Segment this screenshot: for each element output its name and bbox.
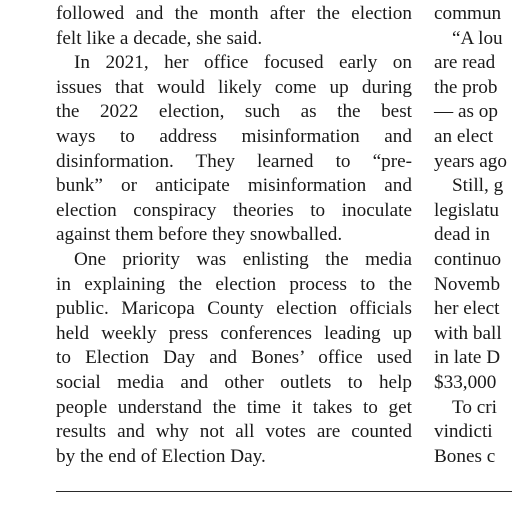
text-line: felt like a decade, she said. xyxy=(56,27,263,49)
text-line: vindicti xyxy=(434,421,493,443)
paragraph-start-line: One priority was enlisting the media xyxy=(74,248,412,270)
text-line: followed and the month after the election xyxy=(56,3,412,24)
paragraph-start-line: Still, g xyxy=(452,175,504,197)
paragraph-start-line: To cri xyxy=(452,396,498,418)
text-line: legislatu xyxy=(434,199,500,221)
text-line: dead in xyxy=(434,224,490,246)
paragraph-start-line: In 2021, her office focused early on xyxy=(74,52,412,74)
text-line: Novemb xyxy=(434,273,501,295)
text-line: her elect xyxy=(434,298,500,320)
text-line: issues that would likely come up during xyxy=(56,76,412,98)
text-line: years ago xyxy=(434,150,507,172)
text-line: held weekly press conferences leading up xyxy=(56,322,412,344)
text-line: social media and other outlets to help xyxy=(56,371,412,393)
text-line: commun xyxy=(434,3,502,24)
left-text-column xyxy=(56,2,412,469)
text-line: by the end of Election Day. xyxy=(56,445,266,467)
text-line: the prob xyxy=(434,76,498,98)
text-line: the 2022 election, such as the best xyxy=(56,101,412,123)
text-line: an elect xyxy=(434,125,494,147)
text-line: to Election Day and Bones’ office used xyxy=(56,347,412,369)
paragraph-start-line: “A lou xyxy=(452,27,503,49)
bottom-rule-divider xyxy=(56,491,512,492)
text-line: in explaining the election process to the xyxy=(56,273,412,295)
text-line: election conspiracy theories to inoculate xyxy=(56,199,412,221)
text-line: $33,000 xyxy=(434,371,497,393)
text-line: with ball xyxy=(434,322,502,344)
text-line: — as op xyxy=(434,101,498,123)
text-line: public. Maricopa County election officials xyxy=(56,298,412,320)
text-line: people understand the time it takes to get xyxy=(56,396,412,418)
text-line: against them before they snowballed. xyxy=(56,224,343,246)
text-line: Bones c xyxy=(434,445,496,467)
text-line: ways to address misinformation and xyxy=(56,125,412,147)
text-line: are read xyxy=(434,52,496,74)
text-line: in late D xyxy=(434,347,501,369)
text-line: results and why not all votes are counted xyxy=(56,421,412,443)
text-line: disinformation. They learned to “pre- xyxy=(56,150,412,172)
text-line: bunk” or anticipate misinformation and xyxy=(56,175,412,197)
right-text-column xyxy=(434,2,512,469)
text-line: continuo xyxy=(434,248,502,270)
